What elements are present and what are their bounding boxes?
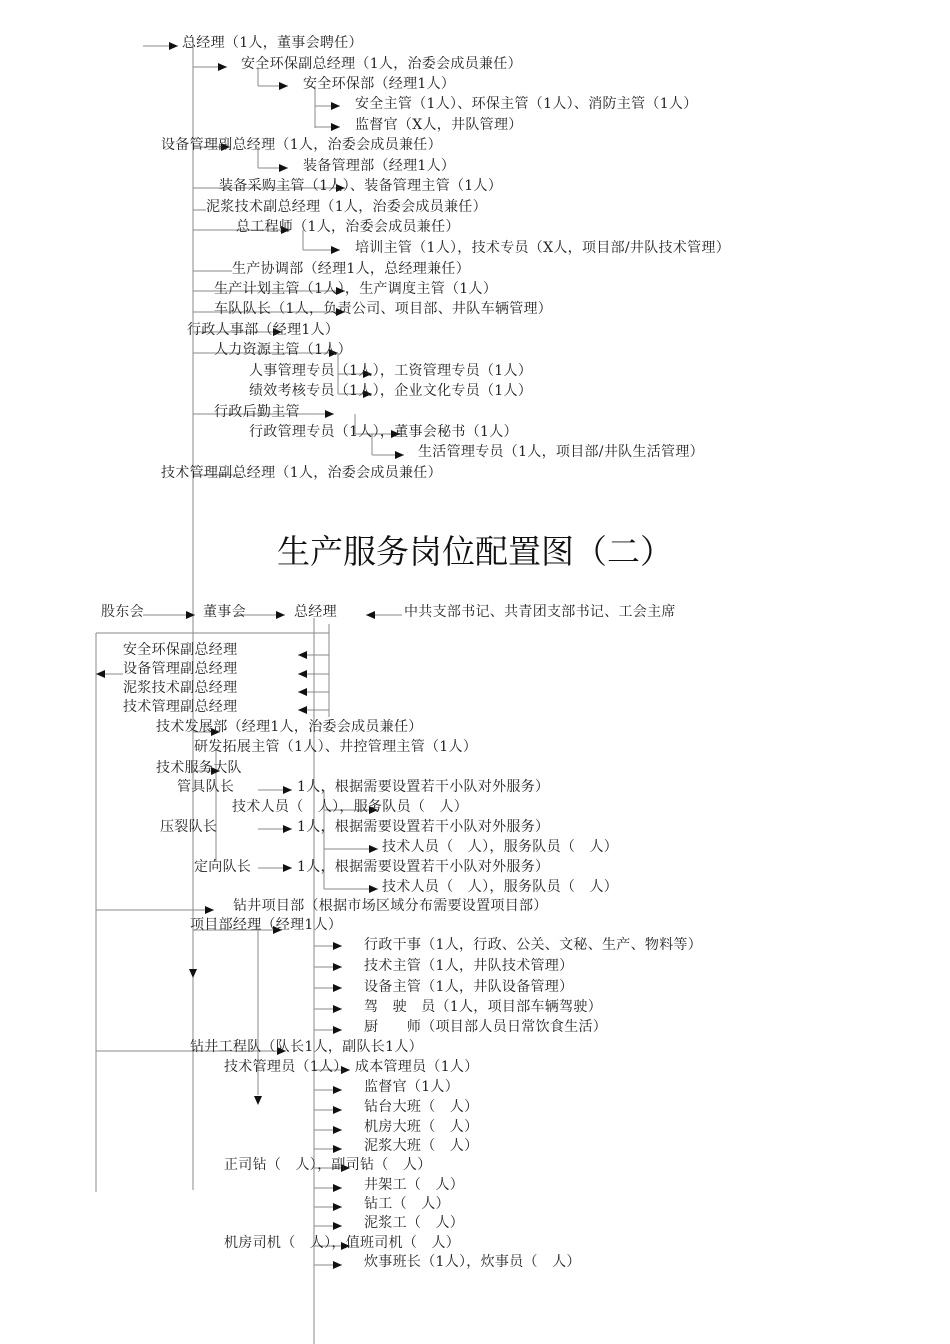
chart-title: 生产服务岗位配置图（二）: [277, 532, 673, 571]
s2-staff-2: 技术人员（ 人），服务队员（ 人）: [382, 839, 619, 855]
s2-team-setup-2: 1人，根据需要设置若干小队对外服务）: [297, 819, 550, 835]
s2-rnd: 研发拓展主管（1人）、井控管理主管（1人）: [194, 739, 478, 755]
s1-tech-deputy: 技术管理副总经理（1人，治委会成员兼任）: [161, 465, 442, 481]
s2-shareholders: 股东会: [101, 604, 144, 620]
s1-equipment-supervisors: 装备采购主管（1人）、装备管理主管（1人）: [219, 178, 503, 194]
s1-hr-specialists: 人事管理专员（1人），工资管理专员（1人）: [249, 363, 533, 379]
s2-driver: 驾 驶 员（1人，项目部车辆驾驶）: [364, 999, 603, 1015]
s2-team-setup-3: 1人，根据需要设置若干小队对外服务）: [297, 859, 550, 875]
s2-rig-floor-shift: 钻台大班（ 人）: [364, 1099, 479, 1115]
s2-mud-shift: 泥浆大班（ 人）: [364, 1138, 479, 1154]
s1-safety-deputy: 安全环保副总经理（1人，治委会成员兼任）: [241, 56, 522, 72]
s2-admin-officer: 行政干事（1人，行政、公关、文秘、生产、物料等）: [364, 937, 703, 953]
s1-fleet: 车队队长（1人，负责公司、项目部、井队车辆管理）: [214, 301, 553, 317]
s1-equipment-dept: 装备管理部（经理1人）: [303, 158, 456, 174]
s2-drilling-project-dept: 钻井项目部（根据市场区域分布需要设置项目部）: [233, 898, 548, 914]
s2-cook: 厨 师（项目部人员日常饮食生活）: [364, 1019, 608, 1035]
s2-derrickman: 井架工（ 人）: [364, 1177, 465, 1193]
s1-training: 培训主管（1人），技术专员（X人，项目部/井队技术管理）: [355, 240, 730, 256]
s1-performance: 绩效考核专员（1人），企业文化专员（1人）: [249, 383, 533, 399]
s1-mud-deputy: 泥浆技术副总经理（1人，治委会成员兼任）: [206, 199, 487, 215]
s1-admin-specialist: 行政管理专员（1人），董事会秘书（1人）: [249, 424, 518, 440]
s2-tech-supervisor: 技术主管（1人，井队技术管理）: [364, 958, 574, 974]
s1-safety-supervisors: 安全主管（1人）、环保主管（1人）、消防主管（1人）: [355, 96, 698, 112]
s2-inspector: 监督官（1人）: [364, 1079, 460, 1095]
s1-equipment-deputy: 设备管理副总经理（1人，治委会成员兼任）: [161, 137, 442, 153]
s2-directional-team-lead: 定向队长: [194, 859, 252, 875]
s1-chief-engineer: 总工程师（1人，治委会成员兼任）: [236, 219, 460, 235]
s1-production-plan: 生产计划主管（1人），生产调度主管（1人）: [214, 281, 498, 297]
s2-team-setup-1: 1人，根据需要设置若干小队对外服务）: [297, 779, 550, 795]
s2-equipment-deputy: 设备管理副总经理: [123, 661, 238, 677]
s2-equipment-supervisor: 设备主管（1人，井队设备管理）: [364, 979, 574, 995]
s2-general-manager: 总经理: [294, 604, 337, 620]
s2-tech-dev-dept: 技术发展部（经理1人，治委会成员兼任）: [156, 719, 423, 735]
s2-project-manager: 项目部经理（经理1人）: [190, 917, 343, 933]
s2-board: 董事会: [203, 604, 246, 620]
s2-driller-worker: 钻工（ 人）: [364, 1196, 450, 1212]
s2-engine-drivers: 机房司机（ 人），值班司机（ 人）: [224, 1235, 461, 1251]
s2-service-brigade: 技术服务大队: [156, 760, 242, 776]
s2-drilling-team: 钻井工程队（队长1人，副队长1人）: [190, 1039, 423, 1055]
s2-party-secretaries: 中共支部书记、共青团支部书记、工会主席: [404, 604, 676, 620]
s2-tech-deputy: 技术管理副总经理: [123, 699, 238, 715]
s2-kitchen: 炊事班长（1人），炊事员（ 人）: [364, 1254, 581, 1270]
s2-frac-team-lead: 压裂队长: [160, 819, 218, 835]
s2-mud-worker: 泥浆工（ 人）: [364, 1215, 465, 1231]
s1-general-manager: 总经理（1人，董事会聘任）: [182, 35, 363, 51]
s2-engine-room-shift: 机房大班（ 人）: [364, 1119, 479, 1135]
s1-admin-hr-dept: 行政人事部（经理1人）: [187, 322, 340, 338]
s2-mud-deputy: 泥浆技术副总经理: [123, 680, 238, 696]
s1-production-dept: 生产协调部（经理1人，总经理兼任）: [232, 261, 471, 277]
s2-pipe-team-lead: 管具队长: [177, 779, 235, 795]
s2-drillers: 正司钻（ 人），副司钻（ 人）: [224, 1157, 432, 1173]
s1-inspector: 监督官（X人，井队管理）: [355, 117, 523, 133]
s2-staff-1: 技术人员（ 人），服务队员（ 人）: [232, 799, 469, 815]
s2-safety-deputy: 安全环保副总经理: [123, 642, 238, 658]
s2-tech-manager: 技术管理员（1人），成本管理员（1人）: [224, 1059, 479, 1075]
s1-life-specialist: 生活管理专员（1人，项目部/井队生活管理）: [418, 444, 704, 460]
s2-staff-3: 技术人员（ 人），服务队员（ 人）: [382, 879, 619, 895]
s1-logistics: 行政后勤主管: [214, 404, 300, 420]
s1-hr-supervisor: 人力资源主管（1人）: [214, 342, 352, 358]
s1-safety-dept: 安全环保部（经理1人）: [303, 76, 456, 92]
